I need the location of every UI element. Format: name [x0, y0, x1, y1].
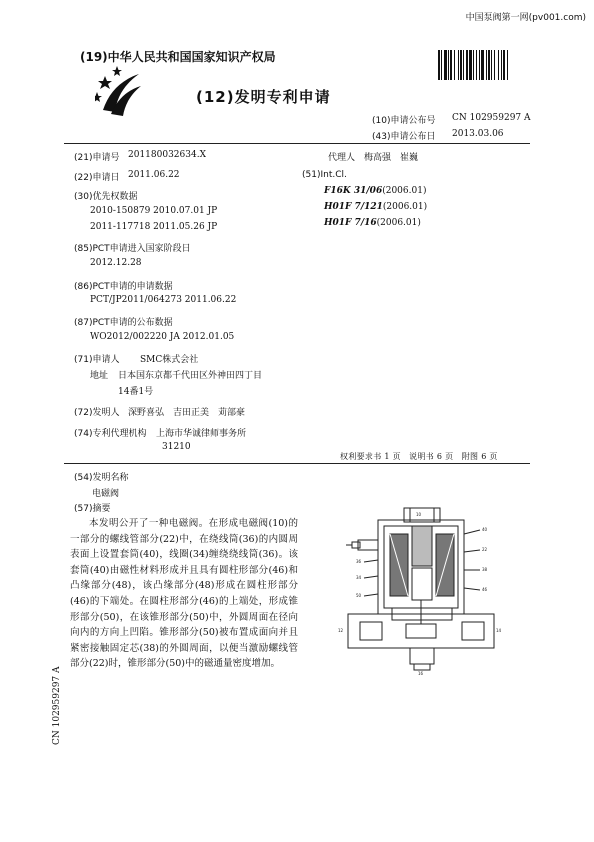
svg-text:16: 16 — [418, 671, 424, 676]
app-date-label: (22)申请日 — [74, 173, 120, 183]
svg-text:40: 40 — [482, 527, 488, 532]
pct-pub-value: WO2012/002220 JA 2012.01.05 — [90, 332, 235, 342]
int-cl-1: F16K 31/06(2006.01) — [324, 186, 427, 196]
priority-1: 2010-150879 2010.07.01 JP — [90, 206, 218, 216]
agent: 梅高强 崔巍 — [364, 153, 419, 163]
agent-label: 代理人 — [328, 153, 356, 163]
priority-2: 2011-117718 2011.05.26 JP — [90, 222, 218, 232]
applicant-label: (71)申请人 — [74, 355, 120, 365]
abstract-label: (57)摘要 — [74, 504, 111, 514]
int-cl-2: H01F 7/121(2006.01) — [324, 202, 428, 212]
mid-rule — [64, 463, 530, 464]
pub-date-label: (43)申请公布日 — [372, 132, 436, 142]
pct-entry-label: (85)PCT申请进入国家阶段日 — [74, 244, 191, 254]
address-line-2: 14番1号 — [118, 387, 154, 397]
pct-app-value: PCT/JP2011/064273 2011.06.22 — [90, 295, 237, 305]
invention-title: 电磁阀 — [92, 489, 120, 499]
int-cl-3: H01F 7/16(2006.01) — [324, 218, 421, 228]
watermark: 中国泵阀第一网(pv001.com) — [465, 13, 586, 23]
svg-text:22: 22 — [482, 547, 488, 552]
pub-date: 2013.03.06 — [452, 129, 504, 139]
side-publication-number: CN 102959297 A — [52, 666, 62, 745]
svg-text:14: 14 — [496, 628, 502, 633]
svg-text:36: 36 — [356, 559, 362, 564]
header-rule — [64, 143, 530, 144]
document-type: (12)发明专利申请 — [196, 88, 331, 106]
pub-no-label: (10)申请公布号 — [372, 116, 436, 126]
app-no: 201180032634.X — [128, 150, 206, 160]
barcode — [438, 50, 534, 80]
svg-text:10: 10 — [416, 512, 422, 517]
applicant: SMC株式会社 — [140, 355, 199, 365]
svg-text:34: 34 — [356, 575, 362, 580]
agency: 上海市华诚律师事务所 — [156, 429, 247, 439]
agency-label: (74)专利代理机构 — [74, 429, 147, 439]
title-label: (54)发明名称 — [74, 473, 129, 483]
svg-text:50: 50 — [356, 593, 362, 598]
address-line-1: 日本国东京都千代田区外神田四丁目 — [118, 371, 263, 381]
pub-no: CN 102959297 A — [452, 113, 531, 123]
svg-text:38: 38 — [482, 567, 488, 572]
svg-text:46: 46 — [482, 587, 488, 592]
priority-label: (30)优先权数据 — [74, 192, 138, 202]
inventors: 深野喜弘 吉田正美 苅部豪 — [128, 408, 246, 418]
solenoid-valve-figure — [330, 504, 502, 676]
pct-entry-date: 2012.12.28 — [90, 258, 142, 268]
office-name: (19)中华人民共和国国家知识产权局 — [80, 50, 276, 64]
svg-text:12: 12 — [338, 628, 344, 633]
inventors-label: (72)发明人 — [74, 408, 120, 418]
pct-pub-label: (87)PCT申请的公布数据 — [74, 318, 173, 328]
address-label: 地址 — [90, 371, 109, 381]
cnipa-logo — [95, 62, 145, 118]
pages-info: 权利要求书 1 页 说明书 6 页 附图 6 页 — [340, 452, 498, 461]
pct-app-label: (86)PCT申请的申请数据 — [74, 282, 173, 292]
app-no-label: (21)申请号 — [74, 153, 120, 163]
abstract-text: 本发明公开了一种电磁阀。在形成电磁阀(10)的一部分的螺线管部分(22)中，在绕线筒(36)的内圆周表面上设置套筒(40)，线圈(34)缠绕绕线筒(36)。该套筒(40)由磁性材料形成并且具有圆柱形部分(46)和凸缘部分(48)，该凸缘部分(48)形成在圆柱形部分(46)的下端处。在圆柱形部分(46)的上端处，形成锥形部分(50)，在该锥形部分(50)中，外圆周面在径向向内的方向上凹陷。锥形部分(50)被布置成面向并且紧密接触固定芯(38)的外圆周面，以便当激励螺线管部分(22)时，锥形部分(50)中的磁通量密度增加。 — [70, 518, 298, 670]
int-cl-label: (51)Int.Cl. — [302, 170, 347, 180]
agency-code: 31210 — [162, 442, 191, 452]
app-date: 2011.06.22 — [128, 170, 180, 180]
